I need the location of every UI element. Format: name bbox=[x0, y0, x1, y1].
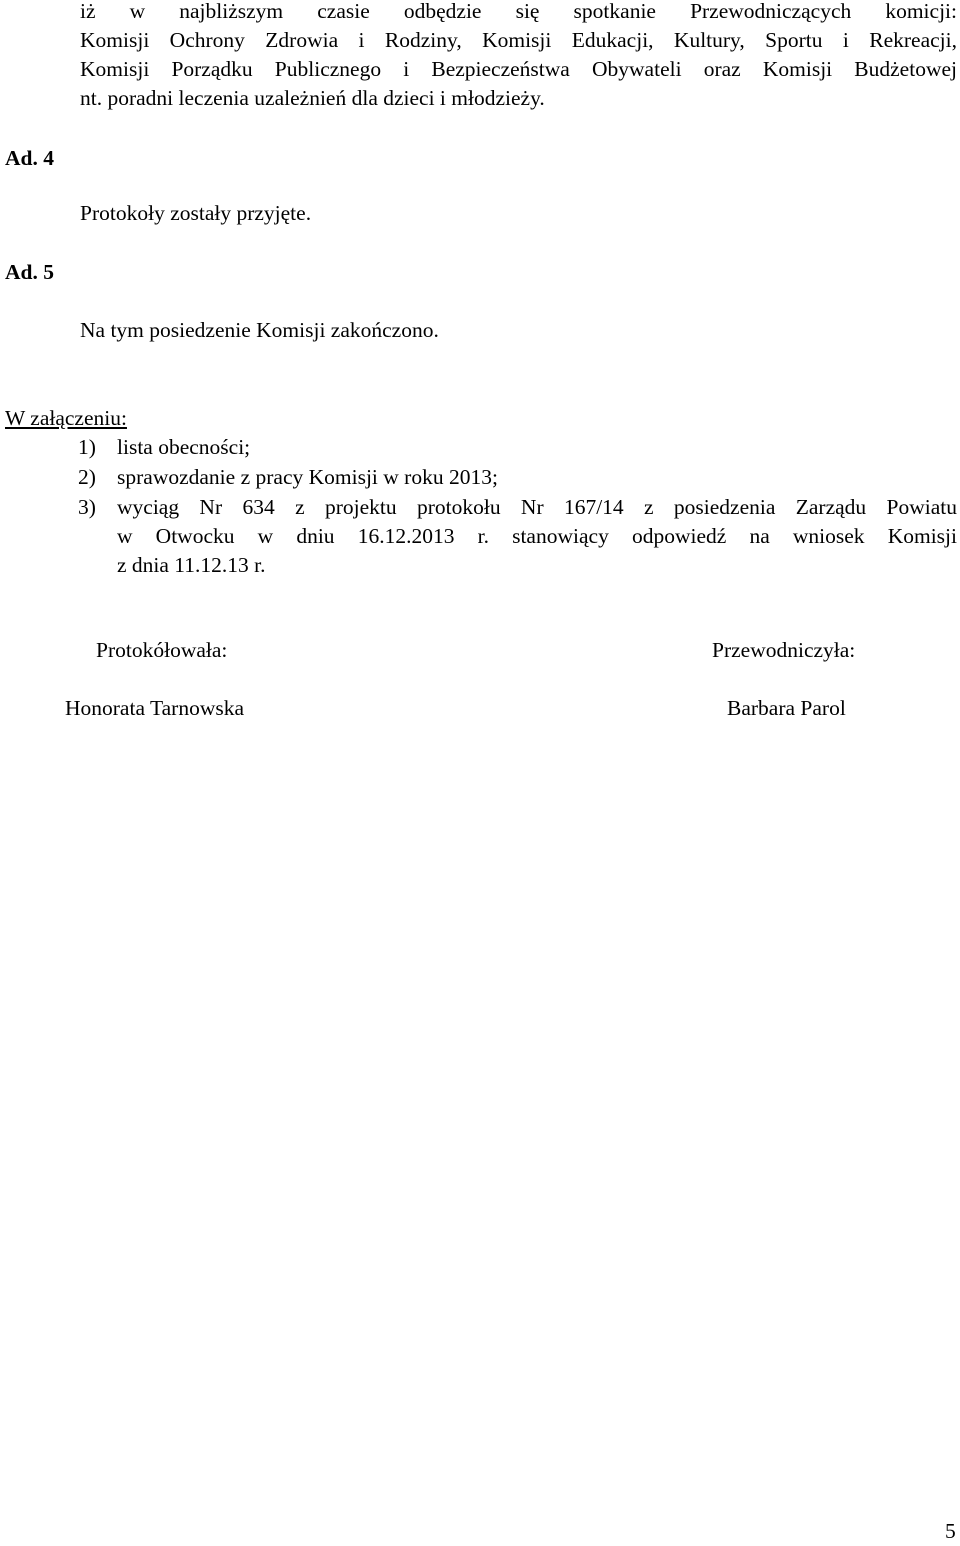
intro-line-1: iż w najbliższym czasie odbędzie się spotkanie Przewodniczących komicji: bbox=[80, 0, 957, 23]
intro-paragraph bbox=[80, 0, 957, 113]
attachments-list bbox=[0, 433, 960, 583]
signature-left-title: Protokółowała: bbox=[96, 638, 228, 662]
attachment-item-text-block bbox=[117, 493, 957, 580]
attachment-item-text-line-3: z dnia 11.12.13 r. bbox=[117, 553, 266, 577]
signature-right-name: Barbara Parol bbox=[727, 696, 846, 720]
attachment-item-3 bbox=[0, 493, 960, 583]
attachment-item-number: 2) bbox=[78, 465, 96, 489]
attachments-heading: W załączeniu: bbox=[5, 406, 127, 430]
signature-right-title: Przewodniczyła: bbox=[712, 638, 856, 662]
ad4-label: Ad. 4 bbox=[5, 146, 54, 170]
attachment-item-2 bbox=[0, 463, 960, 492]
attachment-item-text-line-2: w Otwocku w dniu 16.12.2013 r. stanowiący odpowiedź na wniosek Komisji bbox=[117, 524, 957, 548]
attachment-item-1 bbox=[0, 433, 960, 462]
attachment-item-text: sprawozdanie z pracy Komisji w roku 2013; bbox=[117, 465, 498, 489]
page-number: 5 bbox=[945, 1519, 956, 1543]
ad5-text: Na tym posiedzenie Komisji zakończono. bbox=[80, 318, 439, 342]
intro-line-2: Komisji Ochrony Zdrowia i Rodziny, Komisji Edukacji, Kultury, Sportu i Rekreacji, bbox=[80, 28, 957, 52]
ad5-label: Ad. 5 bbox=[5, 260, 54, 284]
ad4-text: Protokoły zostały przyjęte. bbox=[80, 201, 312, 225]
signature-left-name: Honorata Tarnowska bbox=[65, 696, 245, 720]
attachment-item-text: lista obecności; bbox=[117, 435, 251, 459]
attachment-item-number: 3) bbox=[78, 495, 96, 519]
attachment-item-number: 1) bbox=[78, 435, 96, 459]
intro-line-3: Komisji Porządku Publicznego i Bezpieczeństwa Obywateli oraz Komisji Budżetowej bbox=[80, 57, 957, 81]
attachment-item-text-line-1: wyciąg Nr 634 z projektu protokołu Nr 167/14 z posiedzenia Zarządu Powiatu bbox=[117, 495, 957, 519]
intro-line-4: nt. poradni leczenia uzależnień dla dzieci i młodzieży. bbox=[80, 86, 545, 110]
